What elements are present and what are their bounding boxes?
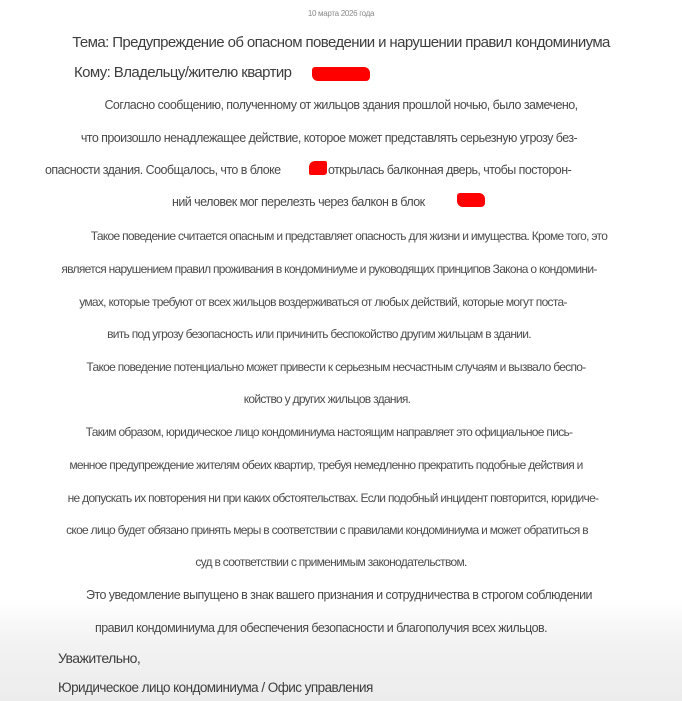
letter-signature: Юридическое лицо кондоминиума / Офис управления	[58, 680, 373, 695]
paragraph-4-line-5: суд в соответствии с применимым законодательством.	[195, 555, 467, 569]
letter-date: 10 марта 2026 года	[307, 9, 375, 18]
letter-closing: Уважительно,	[58, 650, 141, 666]
paragraph-1-line-4: ний человек мог перелезть через балкон в блок	[172, 195, 425, 209]
paragraph-4-line-1: Таким образом, юридическое лицо кондоминиума настоящим направляет это официальное пись-	[85, 425, 573, 439]
paragraph-5-line-2: правил кондоминиума для обеспечения безопасности и благополучия всех жильцов.	[94, 621, 548, 635]
paragraph-1-line-3b: открылась балконная дверь, чтобы посторон-	[328, 163, 572, 177]
paragraph-2-line-4: вить под угрозу безопасность или причинить беспокойство другим жильцам в здании.	[107, 327, 531, 341]
paragraph-2-line-3: умах, которые требуют от всех жильцов воздерживаться от любых действий, которые могут поста-	[79, 295, 567, 309]
paragraph-1-line-3a: опасности здания. Сообщалось, что в блоке	[45, 163, 281, 177]
redaction-mark-block-1	[309, 161, 327, 175]
paragraph-3-line-2: койство у других жильцов здания.	[243, 392, 411, 406]
paragraph-2-line-1: Такое поведение считается опасным и представляет опасность для жизни и имущества. Кроме того, это	[90, 229, 608, 243]
paragraph-1-line-2: что произошло ненадлежащее действие, которое может представлять серьезную угрозу без-	[80, 131, 578, 145]
redaction-mark-recipient	[312, 67, 370, 81]
paragraph-5-line-1: Это уведомление выпущено в знак вашего признания и сотрудничества в строгом соблюдении	[86, 588, 592, 602]
redaction-mark-block-2	[457, 193, 485, 207]
paragraph-1-line-1: Согласно сообщению, полученному от жильцов здания прошлой ночью, было замечено,	[104, 98, 578, 112]
letter-recipient: Кому: Владельцу/жителю квартир	[74, 64, 292, 81]
paragraph-4-line-4: ское лицо будет обязано принять меры в соответствии с правилами кондоминиума и может обратиться в	[66, 523, 588, 537]
paragraph-3-line-1: Такое поведение потенциально может привести к серьезным несчастным случаям и вызвало беспо-	[86, 360, 586, 374]
letter-subject: Тема: Предупреждение об опасном поведении и нарушении правил кондоминиума	[72, 34, 610, 51]
paragraph-4-line-2: менное предупреждение жителям обеих квартир, требуя немедленно прекратить подобные действия и	[69, 458, 583, 472]
paragraph-4-line-3: не допускать их повторения ни при каких обстоятельствах. Если подобный инцидент повторится, юридиче-	[67, 491, 599, 505]
paragraph-2-line-2: является нарушением правил проживания в кондоминиуме и руководящих принципов Закона о кондомини-	[61, 262, 597, 276]
